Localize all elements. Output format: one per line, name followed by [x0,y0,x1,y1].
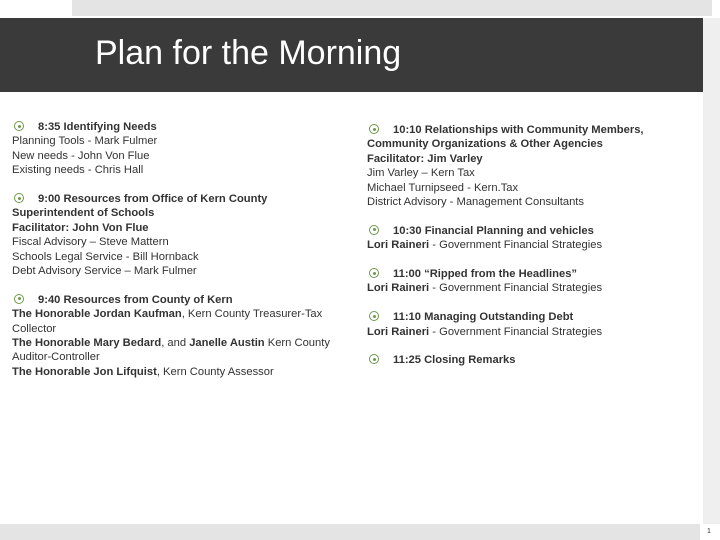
official-entry [12,365,330,379]
page-number: 1 [707,528,711,535]
slide-title: Plan for the Morning [95,34,402,72]
presenter-name: Lori Raineri [367,282,430,295]
official-role: , Kern County Assessor [156,365,274,378]
presenter-org: - Government Financial Strategies [429,325,603,338]
agenda-item-heading: 9:40 Resources from County of Kern [38,293,233,306]
agenda-line: Superintendent of Schools [12,207,155,220]
agenda-item [367,224,697,253]
agenda-item [12,293,330,379]
agenda-item-heading: 11:10 Managing Outstanding Debt [393,311,574,324]
target-bullet-icon [369,354,379,364]
presenter-org: - Government Financial Strategies [429,239,603,252]
agenda-item [367,310,697,339]
target-bullet-icon [14,121,24,131]
official-entry: The Honorable Mary Bedard, and Janelle Austin Kern County Auditor-Controller [12,337,330,364]
target-bullet-icon [369,225,379,235]
presenter-line [367,281,697,295]
agenda-left-column [12,120,342,394]
agenda-line: New needs - John Von Flue [12,149,150,162]
agenda-line: Fiscal Advisory – Steve Mattern [12,236,169,249]
agenda-item-heading: 9:00 Resources from Office of Kern County [38,193,268,206]
facilitator-line: Facilitator: Jim Varley [367,152,483,165]
agenda-item [367,267,697,296]
target-bullet-icon [14,294,24,304]
agenda-item-heading: 10:10 Relationships with Community Members, [393,124,644,136]
official-name: Janelle Austin [189,337,265,350]
agenda-line: Debt Advisory Service – Mark Fulmer [12,265,197,278]
agenda-line: District Advisory - Management Consultants [367,196,584,209]
official-name: The Honorable Jordan Kaufman [12,308,182,321]
official-name: The Honorable Mary Bedard [12,337,162,350]
target-bullet-icon [369,311,379,321]
agenda-line: Jim Varley – Kern Tax [367,167,475,180]
agenda-line: Community Organizations & Other Agencies [367,138,603,151]
agenda-item [12,120,342,178]
agenda-line: Schools Legal Service - Bill Hornback [12,250,199,263]
top-decor-strip [72,0,712,16]
bottom-decor-strip [0,524,700,540]
presenter-line [367,325,697,339]
agenda-item-heading: 11:25 Closing Remarks [393,354,516,367]
agenda-line: Planning Tools - Mark Fulmer [12,135,158,148]
presenter-org: - Government Financial Strategies [429,282,603,295]
official-role: Kern County Auditor-Controller [12,337,330,364]
presenter-name: Lori Raineri [367,325,430,338]
agenda-item [367,123,697,209]
target-bullet-icon [369,124,379,134]
presenter-line [367,238,697,252]
target-bullet-icon [369,268,379,278]
agenda-right-column [367,123,697,382]
agenda-item-heading: 8:35 Identifying Needs [38,121,157,133]
agenda-item [12,192,342,278]
agenda-line: Michael Turnipseed - Kern.Tax [367,181,519,194]
agenda-item-heading: 10:30 Financial Planning and vehicles [393,224,594,237]
right-decor-strip [703,18,720,524]
target-bullet-icon [14,193,24,203]
official-name: The Honorable Jon Lifquist [12,365,157,378]
official-role: , Kern County Treasurer-Tax Collector [12,308,323,335]
facilitator-line: Facilitator: John Von Flue [12,221,149,234]
agenda-line: Existing needs - Chris Hall [12,164,144,177]
agenda-item-heading: 11:00 “Ripped from the Headlines” [393,268,578,281]
official-entry [12,307,330,336]
presenter-name: Lori Raineri [367,239,430,252]
agenda-item [367,353,697,367]
